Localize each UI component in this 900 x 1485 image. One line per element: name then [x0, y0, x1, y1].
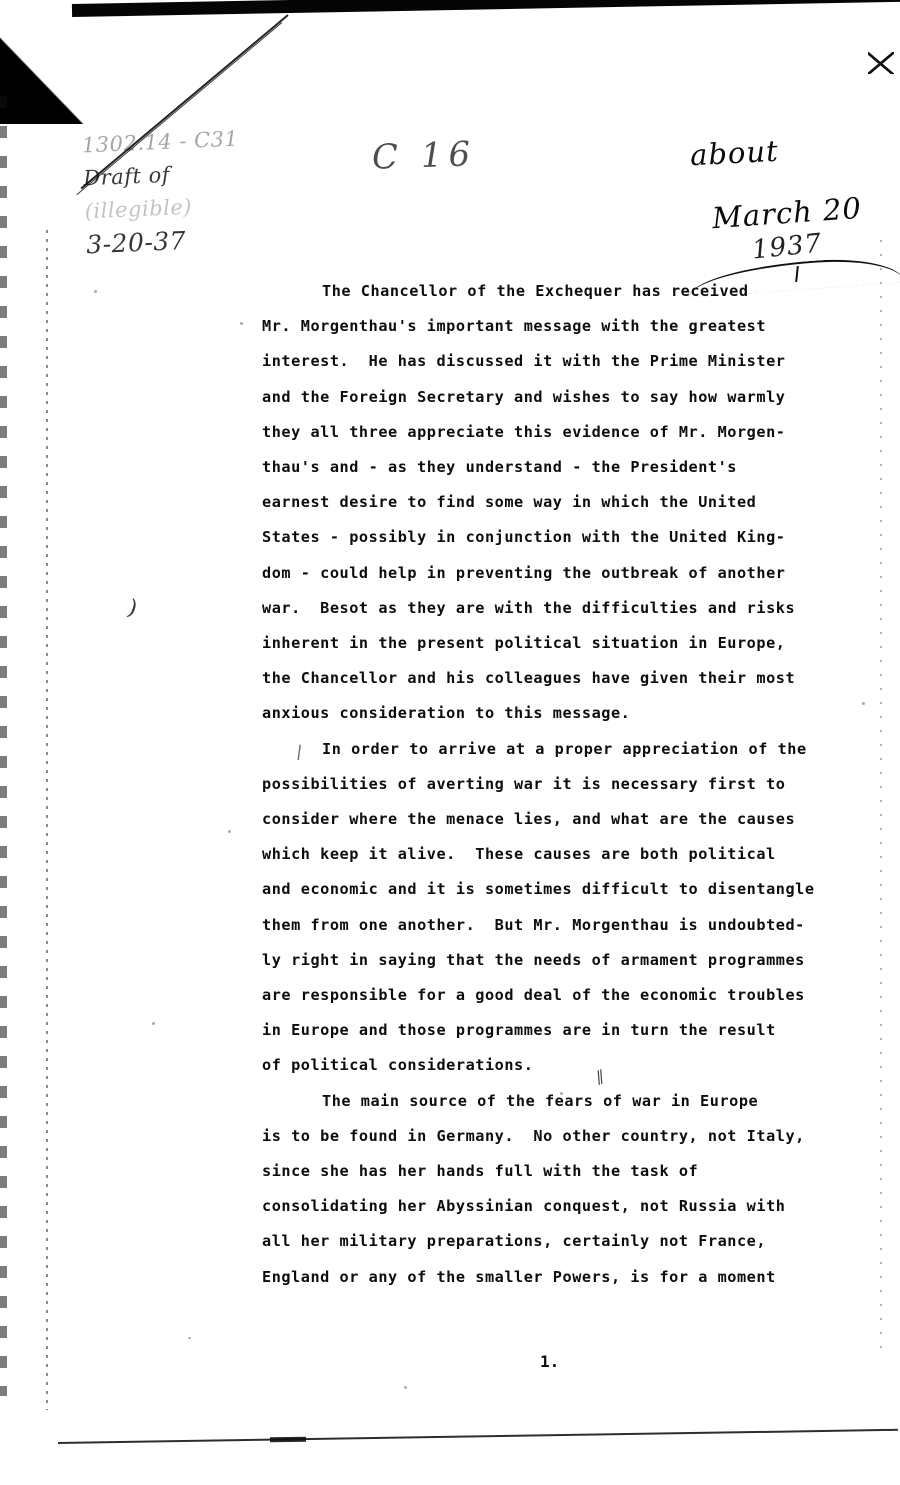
scan-mark-top-right	[868, 52, 894, 74]
body-line: The Chancellor of the Exchequer has received	[322, 282, 749, 300]
body-line: ly right in saying that the needs of armament programmes	[262, 950, 805, 969]
body-line: inherent in the present political situation in Europe,	[262, 634, 786, 653]
body-line: Mr. Morgenthau's important message with the greatest	[262, 317, 767, 336]
handwritten-date-stamp: 3-20-37	[85, 226, 187, 260]
body-line: possibilities of averting war it is necessary first to	[262, 774, 786, 793]
body-line: all her military preparations, certainly not France,	[262, 1232, 767, 1251]
typewritten-body	[262, 274, 900, 1295]
body-line: thau's and - as they understand - the President's	[262, 458, 737, 477]
body-line: dom - could help in preventing the outbreak of another	[262, 563, 786, 582]
scan-paper-edge-left	[46, 230, 48, 1410]
body-line: consider where the menace lies, and what are the causes	[262, 810, 796, 829]
handwritten-margin-tick: )	[124, 595, 141, 622]
scan-edge-shadow-left	[0, 96, 7, 1396]
handwritten-year: 1937	[750, 228, 824, 266]
body-line: States - possibly in conjunction with the United King-	[262, 528, 786, 547]
scan-speck	[240, 322, 243, 325]
handwritten-annotation-top-left	[81, 123, 243, 262]
body-line: interest. He has discussed it with the Prime Minister	[262, 352, 786, 371]
handwritten-pencil-speck: .	[184, 1323, 194, 1344]
scan-speck	[228, 830, 231, 833]
body-line: consolidating her Abyssinian conquest, not Russia with	[262, 1197, 786, 1216]
body-line: are responsible for a good deal of the economic troubles	[262, 986, 805, 1005]
handwritten-caret-mark: \	[291, 741, 307, 764]
body-line: In order to arrive at a proper appreciation of the	[322, 739, 807, 758]
handwritten-illegible-line: (illegible)	[84, 194, 193, 224]
body-line: which keep it alive. These causes are both political	[262, 845, 776, 864]
scan-corner-fold-artifact	[0, 12, 108, 124]
body-line: anxious consideration to this message.	[262, 704, 631, 723]
handwritten-accession-number: 1302.14 - C31	[81, 126, 239, 158]
body-line: and the Foreign Secretary and wishes to say how warmly	[262, 387, 786, 406]
scan-speck	[152, 1022, 155, 1025]
body-line: England or any of the smaller Powers, is for a moment	[262, 1267, 776, 1286]
body-line: they all three appreciate this evidence of Mr. Morgen-	[262, 422, 786, 441]
scan-edge-shadow-top	[72, 0, 900, 17]
body-line: of political considerations.	[262, 1056, 534, 1075]
handwritten-about-word: about	[689, 133, 780, 173]
scan-edge-blot-bottom	[270, 1437, 306, 1443]
body-line: them from one another. But Mr. Morgenthau is undoubted-	[262, 915, 805, 934]
handwritten-file-mark-center: C 16	[371, 134, 477, 178]
body-line: since she has her hands full with the task of	[262, 1162, 699, 1181]
handwritten-month-day: March 20	[710, 190, 863, 236]
body-line: war. Besot as they are with the difficulties and risks	[262, 598, 796, 617]
body-line: the Chancellor and his colleagues have given their most	[262, 669, 796, 688]
scan-paper-edge-bottom	[58, 1429, 898, 1444]
scan-speck	[94, 290, 97, 293]
body-line: The main source of the fears of war in Europe	[322, 1091, 759, 1110]
body-line: and economic and it is sometimes difficult to disentangle	[262, 880, 815, 899]
page-number: 1.	[540, 1352, 560, 1371]
handwritten-slash-mark: //	[592, 1067, 606, 1089]
handwritten-draft-label: Draft of	[82, 162, 171, 191]
body-line: is to be found in Germany. No other country, not Italy,	[262, 1126, 805, 1145]
body-line: in Europe and those programmes are in turn the result	[262, 1021, 776, 1040]
body-line: earnest desire to find some way in which the United	[262, 493, 757, 512]
scan-speck	[404, 1386, 407, 1389]
